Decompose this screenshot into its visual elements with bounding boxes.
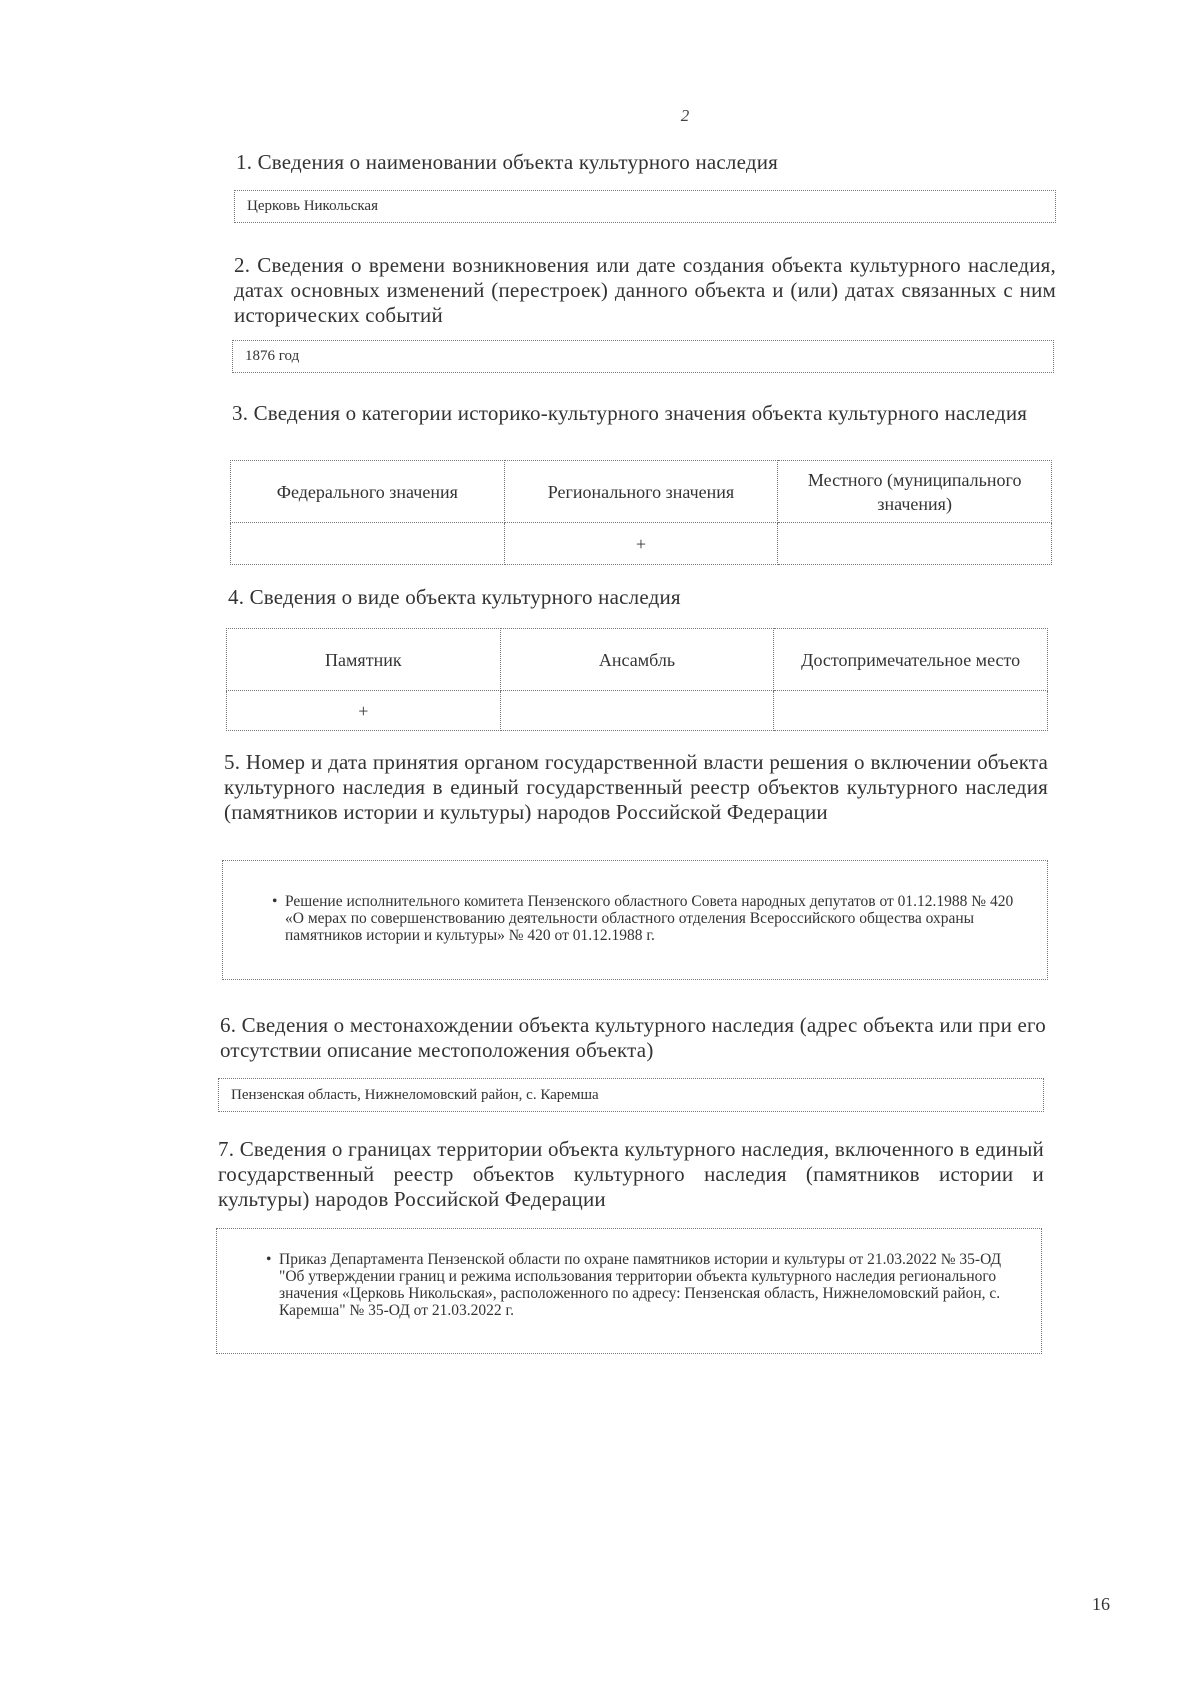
section-1-value: Церковь Никольская bbox=[247, 198, 378, 214]
section-7-order-text: Приказ Департамента Пензенской области по охране памятников истории и культуры от 21.03.2022 № 35-ОД "Об утверждении границ и режима использования территории объекта культурного наследия регионального значения «Церковь Никольская», расположенного по адресу: Пензенская область, Нижнеломовский район, с. Каремша" № 35-ОД от 21.03.2022 г. bbox=[279, 1251, 1002, 1319]
section-7-order-box bbox=[216, 1228, 1042, 1354]
section-4-heading: 4. Сведения о виде объекта культурного наследия bbox=[228, 585, 681, 609]
type-monument: Памятник bbox=[227, 629, 501, 691]
section-6-heading: 6. Сведения о местонахождении объекта культурного наследия (адрес объекта или при его отсутствии описание местоположения объекта) bbox=[220, 1013, 1046, 1062]
category-federal: Федерального значения bbox=[231, 461, 505, 523]
type-table-header-row bbox=[227, 629, 1048, 691]
type-ensemble: Ансамбль bbox=[500, 629, 774, 691]
type-table-mark-row bbox=[227, 691, 1048, 731]
category-local-mark bbox=[778, 523, 1052, 565]
bullet-icon: • bbox=[266, 1251, 272, 1268]
bullet-icon: • bbox=[272, 893, 278, 910]
category-table-mark-row bbox=[231, 523, 1052, 565]
section-5-decision-item bbox=[272, 893, 1025, 944]
type-ensemble-mark bbox=[500, 691, 774, 731]
section-6-value-box bbox=[218, 1078, 1044, 1112]
category-regional-mark: + bbox=[504, 523, 778, 565]
section-1-value-box bbox=[234, 190, 1056, 223]
section-5-decision-text: Решение исполнительного комитета Пензенского областного Совета народных депутатов от 01.12.1988 № 420 «О мерах по совершенствованию деятельности областного отделения Всероссийского общества охраны памятников истории и культуры» № 420 от 01.12.1988 г. bbox=[285, 893, 1014, 944]
section-3-heading: 3. Сведения о категории историко-культурного значения объекта культурного наследия bbox=[232, 401, 1028, 425]
section-2-heading: 2. Сведения о времени возникновения или дате создания объекта культурного наследия, датах основных изменений (перестроек) данного объекта и (или) датах связанных с ним исторических событий bbox=[234, 253, 1056, 327]
section-7-heading: 7. Сведения о границах территории объекта культурного наследия, включенного в единый государственный реестр объектов культурного наследия (памятников истории и культуры) народов Российской Федерации bbox=[218, 1137, 1044, 1211]
section-6-value: Пензенская область, Нижнеломовский район, с. Каремша bbox=[231, 1086, 599, 1103]
type-landmark-mark bbox=[774, 691, 1048, 731]
type-table bbox=[226, 628, 1048, 731]
section-5-heading: 5. Номер и дата принятия органом государственной власти решения о включении объекта культурного наследия в единый государственный реестр объектов культурного наследия (памятников истории и культуры) народов Российской Федерации bbox=[224, 750, 1048, 824]
section-2-value-box bbox=[232, 340, 1054, 373]
category-table-header-row bbox=[231, 461, 1052, 523]
category-table bbox=[230, 460, 1052, 565]
section-7-order-item bbox=[266, 1251, 1019, 1319]
type-monument-mark: + bbox=[227, 691, 501, 731]
category-federal-mark bbox=[231, 523, 505, 565]
type-landmark: Достопримечательное место bbox=[774, 629, 1048, 691]
section-5-decision-box bbox=[222, 860, 1048, 980]
category-regional: Регионального значения bbox=[504, 461, 778, 523]
page-number-top: 2 bbox=[680, 106, 690, 125]
category-local: Местного (муниципального значения) bbox=[778, 461, 1052, 523]
section-2-value: 1876 год bbox=[245, 348, 300, 364]
section-1-heading: 1. Сведения о наименовании объекта культурного наследия bbox=[236, 150, 779, 174]
page-number-bottom: 16 bbox=[1092, 1594, 1110, 1614]
